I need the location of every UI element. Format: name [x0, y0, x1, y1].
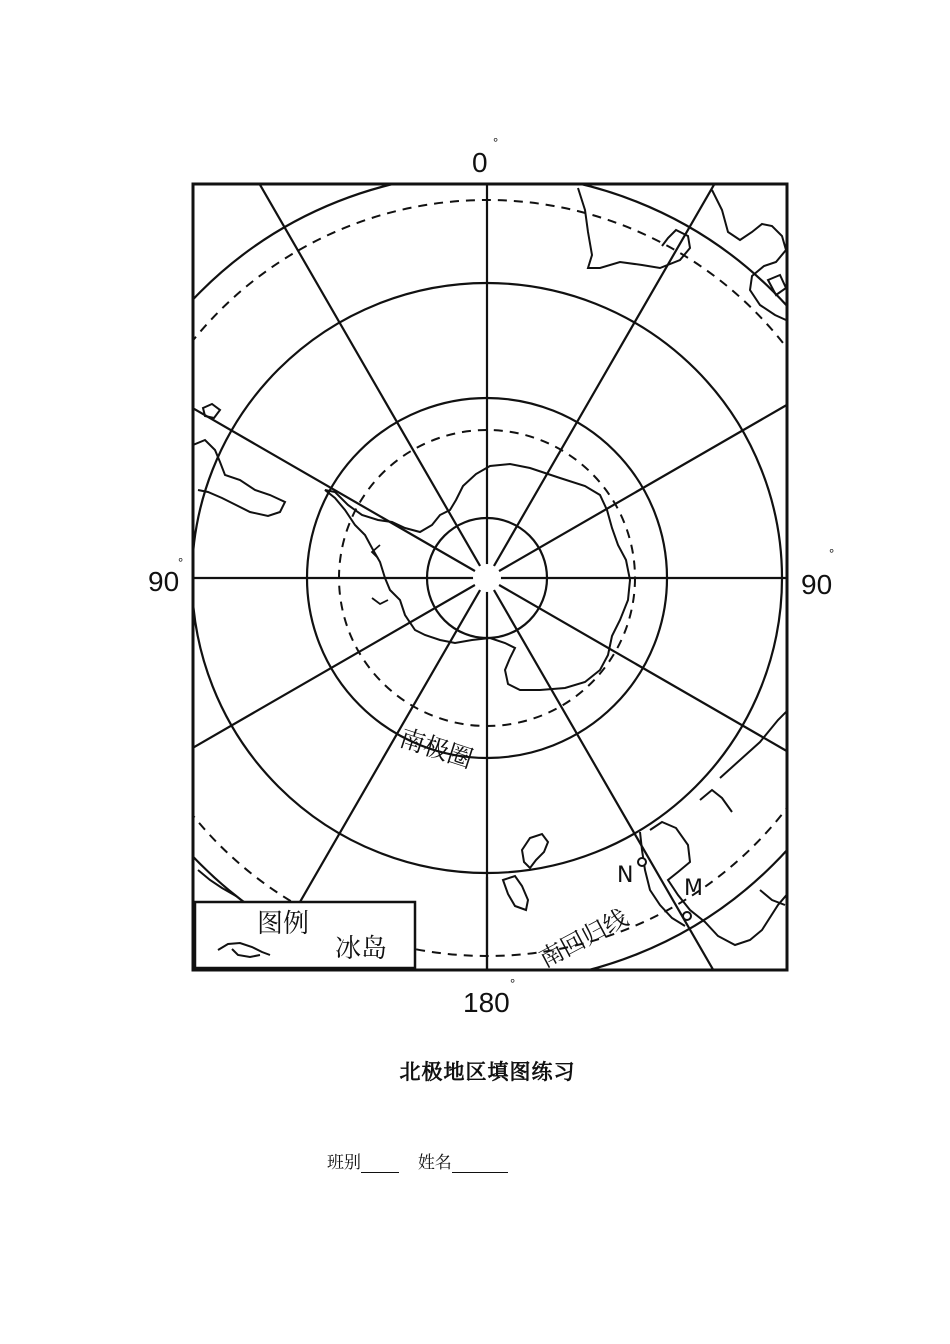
label-point-n: N [617, 863, 634, 888]
degree-mark-right: ° [829, 546, 835, 561]
coast-left [193, 440, 285, 516]
island-top-right [768, 275, 786, 295]
class-label: 班别 [327, 1153, 361, 1173]
legend-box [195, 877, 487, 970]
longitude-label-bottom: 180 [463, 987, 510, 1018]
worksheet-title: 北极地区填图练习 [399, 1059, 576, 1084]
antarctic-peninsula-inlet [372, 545, 388, 604]
coast-bottom-right [760, 890, 785, 905]
coast-southeast [700, 708, 790, 812]
label-point-m: M [684, 876, 703, 901]
longitude-label-top: 0 [472, 147, 488, 178]
name-label: 姓名 [417, 1153, 452, 1173]
label-antarctic-circle: 南极圈 [396, 723, 477, 774]
degree-mark-bottom: ° [510, 976, 516, 991]
label-tropic-of-capricorn: 南回归线 [534, 903, 633, 974]
student-info-line [327, 1148, 508, 1173]
pole-cap [473, 564, 501, 592]
island-left [203, 404, 220, 418]
legend-title: 图例 [257, 909, 310, 939]
coast-bottom-left [198, 870, 236, 896]
south-america-coast [650, 822, 795, 945]
name-blank-field[interactable] [452, 1154, 508, 1173]
south-america-coast-2 [640, 832, 685, 926]
legend-item-label: 冰岛 [335, 934, 388, 964]
degree-mark-left: ° [178, 555, 184, 570]
longitude-label-left: 90 [148, 566, 180, 597]
class-blank-field[interactable] [361, 1154, 399, 1173]
point-n-marker [638, 858, 646, 866]
coast-top-right-2 [712, 190, 786, 320]
point-m-marker [683, 912, 691, 920]
longitude-label-right: 90 [801, 569, 833, 600]
island-bottom-left [503, 876, 528, 910]
island-bottom-center [522, 834, 548, 868]
degree-mark-top: ° [493, 135, 499, 150]
